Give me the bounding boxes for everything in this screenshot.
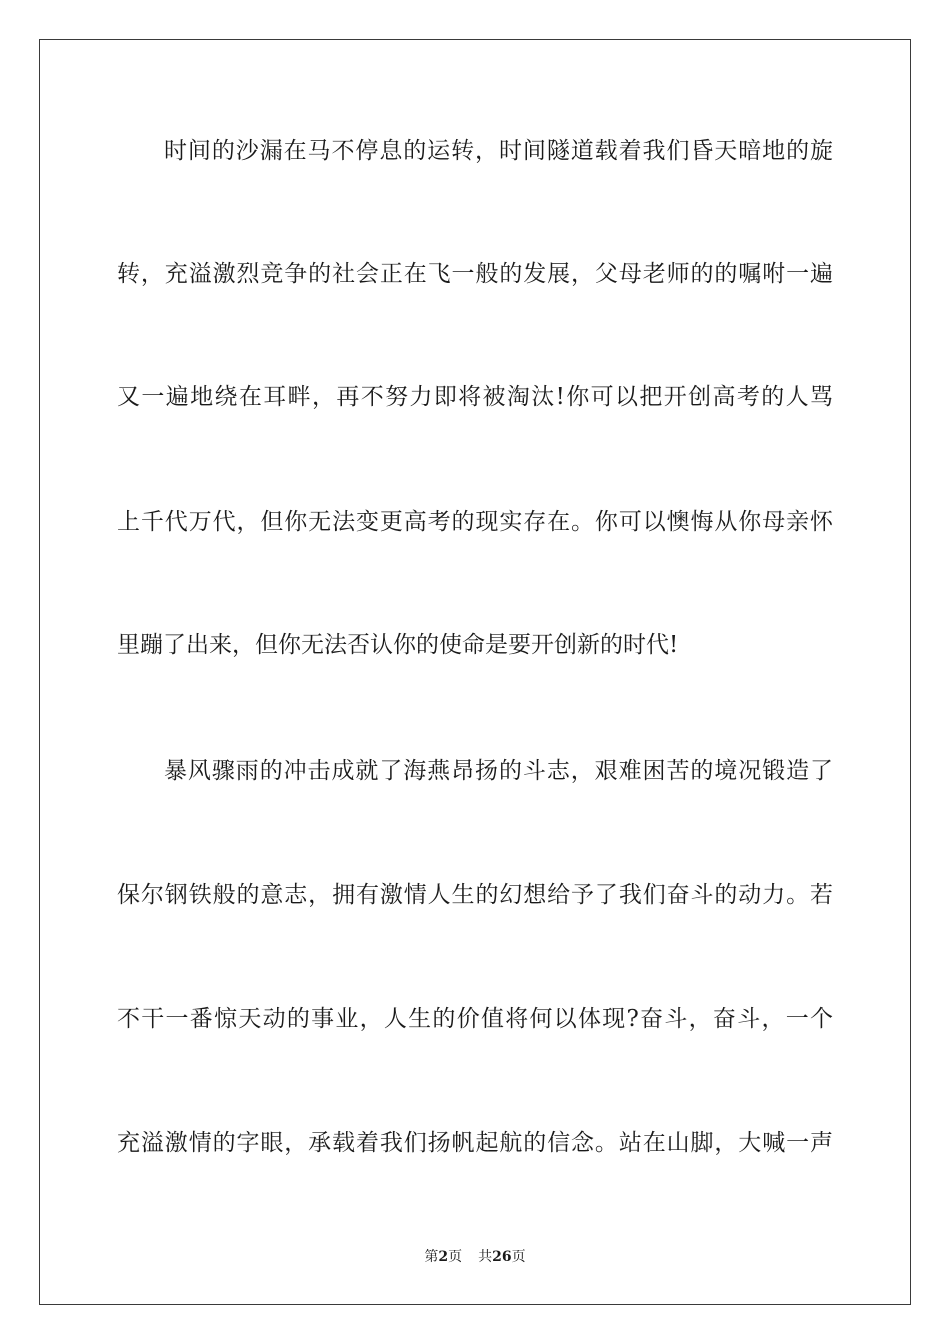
page-suffix: 页 xyxy=(448,1249,463,1265)
total-suffix: 页 xyxy=(511,1249,526,1265)
page-prefix: 第 xyxy=(424,1249,439,1265)
paragraph-1-line-3: 又一遍地绕在耳畔，再不努力即将被淘汰!你可以把开创高考的人骂 xyxy=(117,384,833,410)
paragraph-2-line-3: 不干一番惊天动的事业，人生的价值将何以体现?奋斗，奋斗，一个 xyxy=(117,1006,833,1032)
page-total: 26 xyxy=(492,1249,512,1265)
paragraph-2-line-2: 保尔钢铁般的意志，拥有激情人生的幻想给予了我们奋斗的动力。若 xyxy=(117,882,833,908)
page-current: 2 xyxy=(438,1249,449,1265)
page-footer xyxy=(0,1246,950,1266)
page-border xyxy=(39,39,911,1305)
total-prefix: 共 xyxy=(478,1249,493,1265)
paragraph-1-line-2: 转，充溢激烈竞争的社会正在飞一般的发展，父母老师的的嘱咐一遍 xyxy=(117,261,833,287)
paragraph-1-line-1: 时间的沙漏在马不停息的运转，时间隧道载着我们昏天暗地的旋 xyxy=(164,138,833,164)
paragraph-1-line-5: 里蹦了出来，但你无法否认你的使命是要开创新的时代! xyxy=(117,632,679,658)
paragraph-1-line-4: 上千代万代，但你无法变更高考的现实存在。你可以懊悔从你母亲怀 xyxy=(117,509,833,535)
paragraph-2-line-1: 暴风骤雨的冲击成就了海燕昂扬的斗志，艰难困苦的境况锻造了 xyxy=(164,758,833,784)
paragraph-2-line-4: 充溢激情的字眼，承载着我们扬帆起航的信念。站在山脚，大喊一声 xyxy=(117,1130,833,1156)
